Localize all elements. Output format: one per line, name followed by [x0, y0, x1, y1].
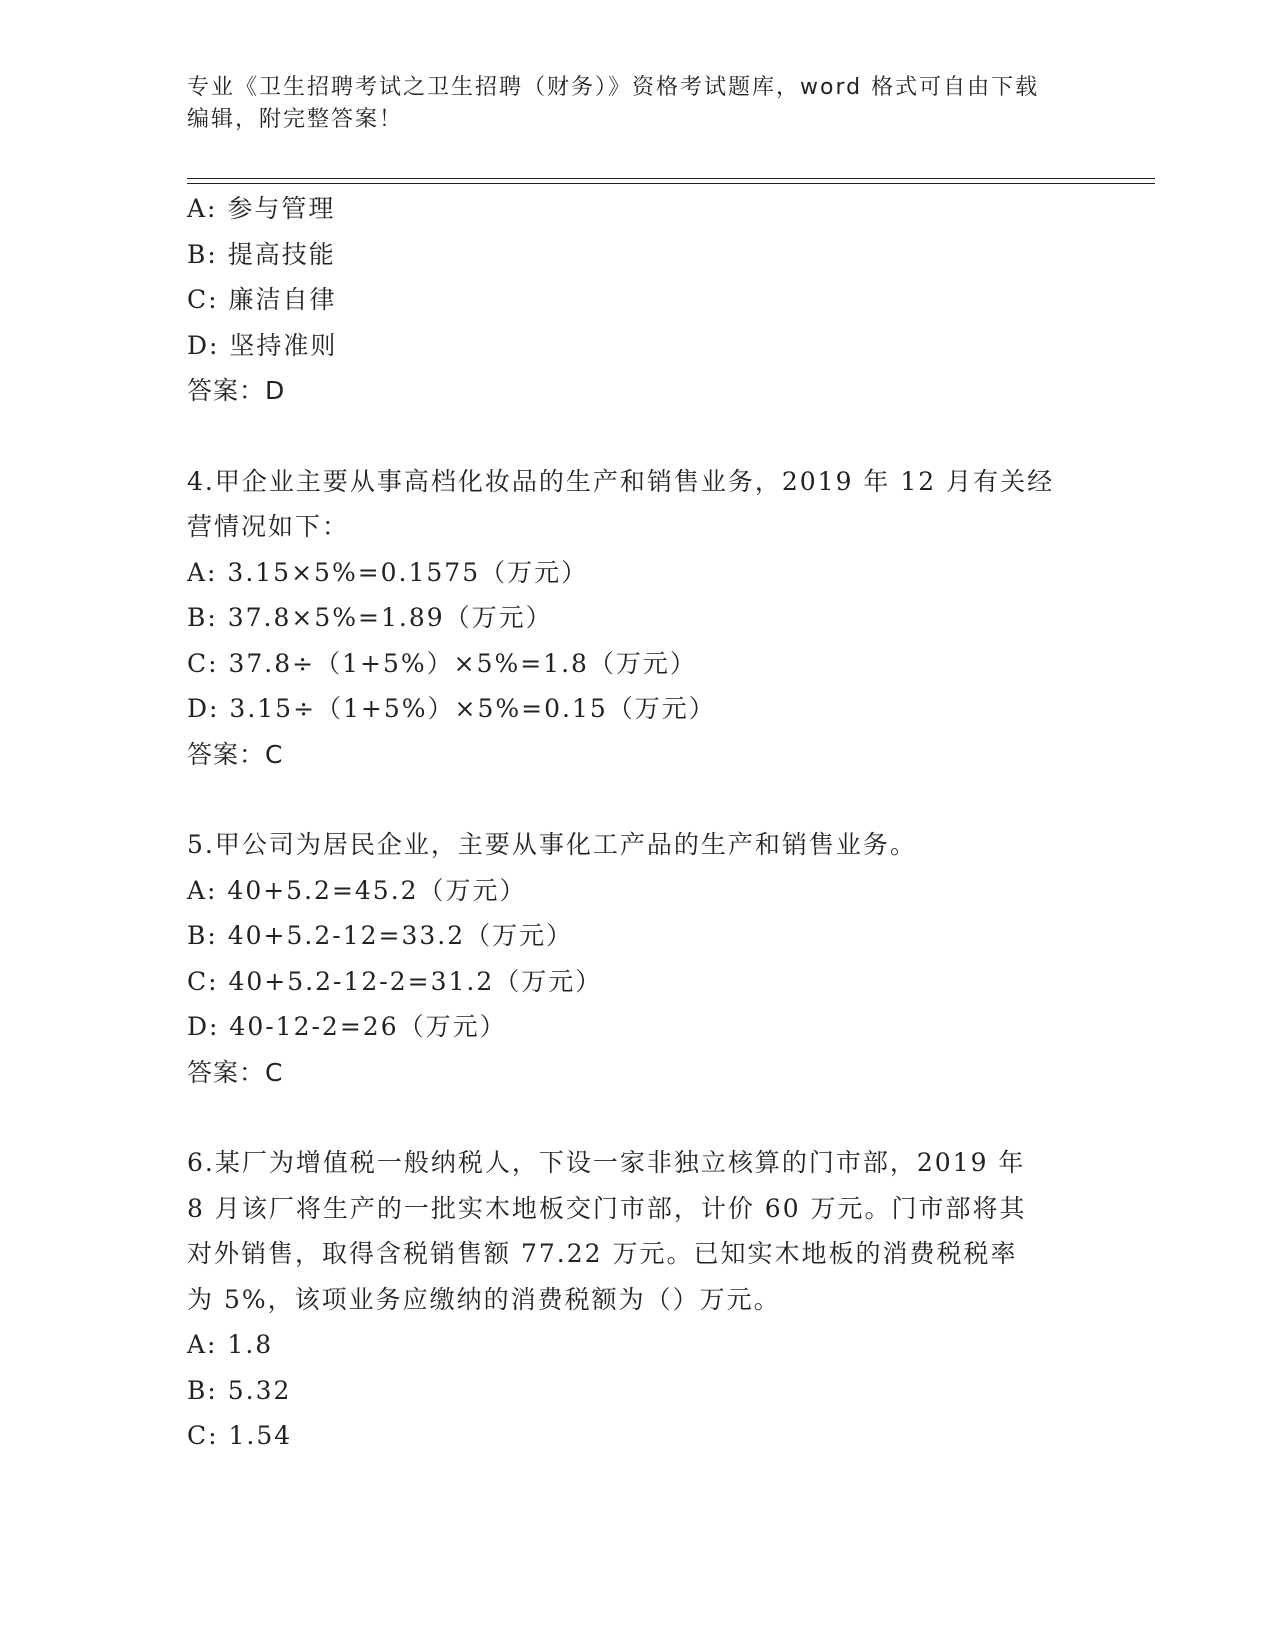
option-b: B: 提高技能 — [187, 239, 336, 269]
header-line-2: 编辑，附完整答案！ — [187, 107, 404, 132]
option-d: D: 3.15÷（1+5%）×5%=0.15（万元） — [187, 694, 716, 723]
question-5-stem — [187, 822, 1087, 868]
question-6-options — [187, 1322, 1087, 1459]
option-b: B: 5.32 — [187, 1375, 292, 1405]
question-6-stem — [187, 1140, 1087, 1322]
stem-line: 对外销售，取得含税销售额 77.22 万元。已知实木地板的消费税税率 — [187, 1239, 1018, 1268]
stem-line: 营情况如下： — [187, 512, 350, 541]
header-rule-bottom — [187, 183, 1155, 184]
header-line-1: 专业《卫生招聘考试之卫生招聘（财务）》资格考试题库，word 格式可自由下载 — [187, 75, 1040, 100]
question-3-answer: 答案：D — [187, 376, 286, 405]
option-b: B: 37.8×5%=1.89（万元） — [187, 603, 553, 632]
option-c: C: 廉洁自律 — [187, 285, 337, 314]
option-a: A: 40+5.2=45.2（万元） — [187, 875, 527, 905]
option-c: C: 37.8÷（1+5%）×5%=1.8（万元） — [187, 648, 697, 678]
option-b: B: 40+5.2-12=33.2（万元） — [187, 921, 574, 950]
option-d: D: 坚持准则 — [187, 330, 338, 360]
stem-line: 6.某厂为增值税一般纳税人，下设一家非独立核算的门市部，2019 年 — [187, 1148, 1026, 1177]
question-4-answer: 答案：C — [187, 739, 284, 769]
question-5-options — [187, 868, 1087, 1050]
option-a: A: 3.15×5%=0.1575（万元） — [187, 557, 589, 587]
option-c: C: 1.54 — [187, 1421, 293, 1450]
stem-line: 8 月该厂将生产的一批实木地板交门市部，计价 60 万元。门市部将其 — [187, 1193, 1027, 1223]
document-header — [187, 72, 1067, 136]
stem-line: 为 5%，该项业务应缴纳的消费税额为（）万元。 — [187, 1284, 781, 1314]
spacer — [187, 1095, 1087, 1140]
question-4-options — [187, 550, 1087, 732]
stem-line: 4.甲企业主要从事高档化妆品的生产和销售业务，2019 年 12 月有关经 — [187, 466, 1055, 496]
question-4-stem — [187, 459, 1087, 550]
header-rule-top — [187, 178, 1155, 179]
option-d: D: 40-12-2=26（万元） — [187, 1012, 507, 1041]
question-3-options — [187, 186, 1087, 368]
option-a: A: 1.8 — [187, 1330, 274, 1359]
spacer — [187, 777, 1087, 822]
spacer — [187, 414, 1087, 459]
question-content — [187, 186, 1087, 1459]
option-a: A: 参与管理 — [187, 194, 336, 223]
option-c: C: 40+5.2-12-2=31.2（万元） — [187, 966, 603, 996]
stem-line: 5.甲公司为居民企业，主要从事化工产品的生产和销售业务。 — [187, 830, 917, 859]
question-5-answer: 答案：C — [187, 1057, 284, 1087]
